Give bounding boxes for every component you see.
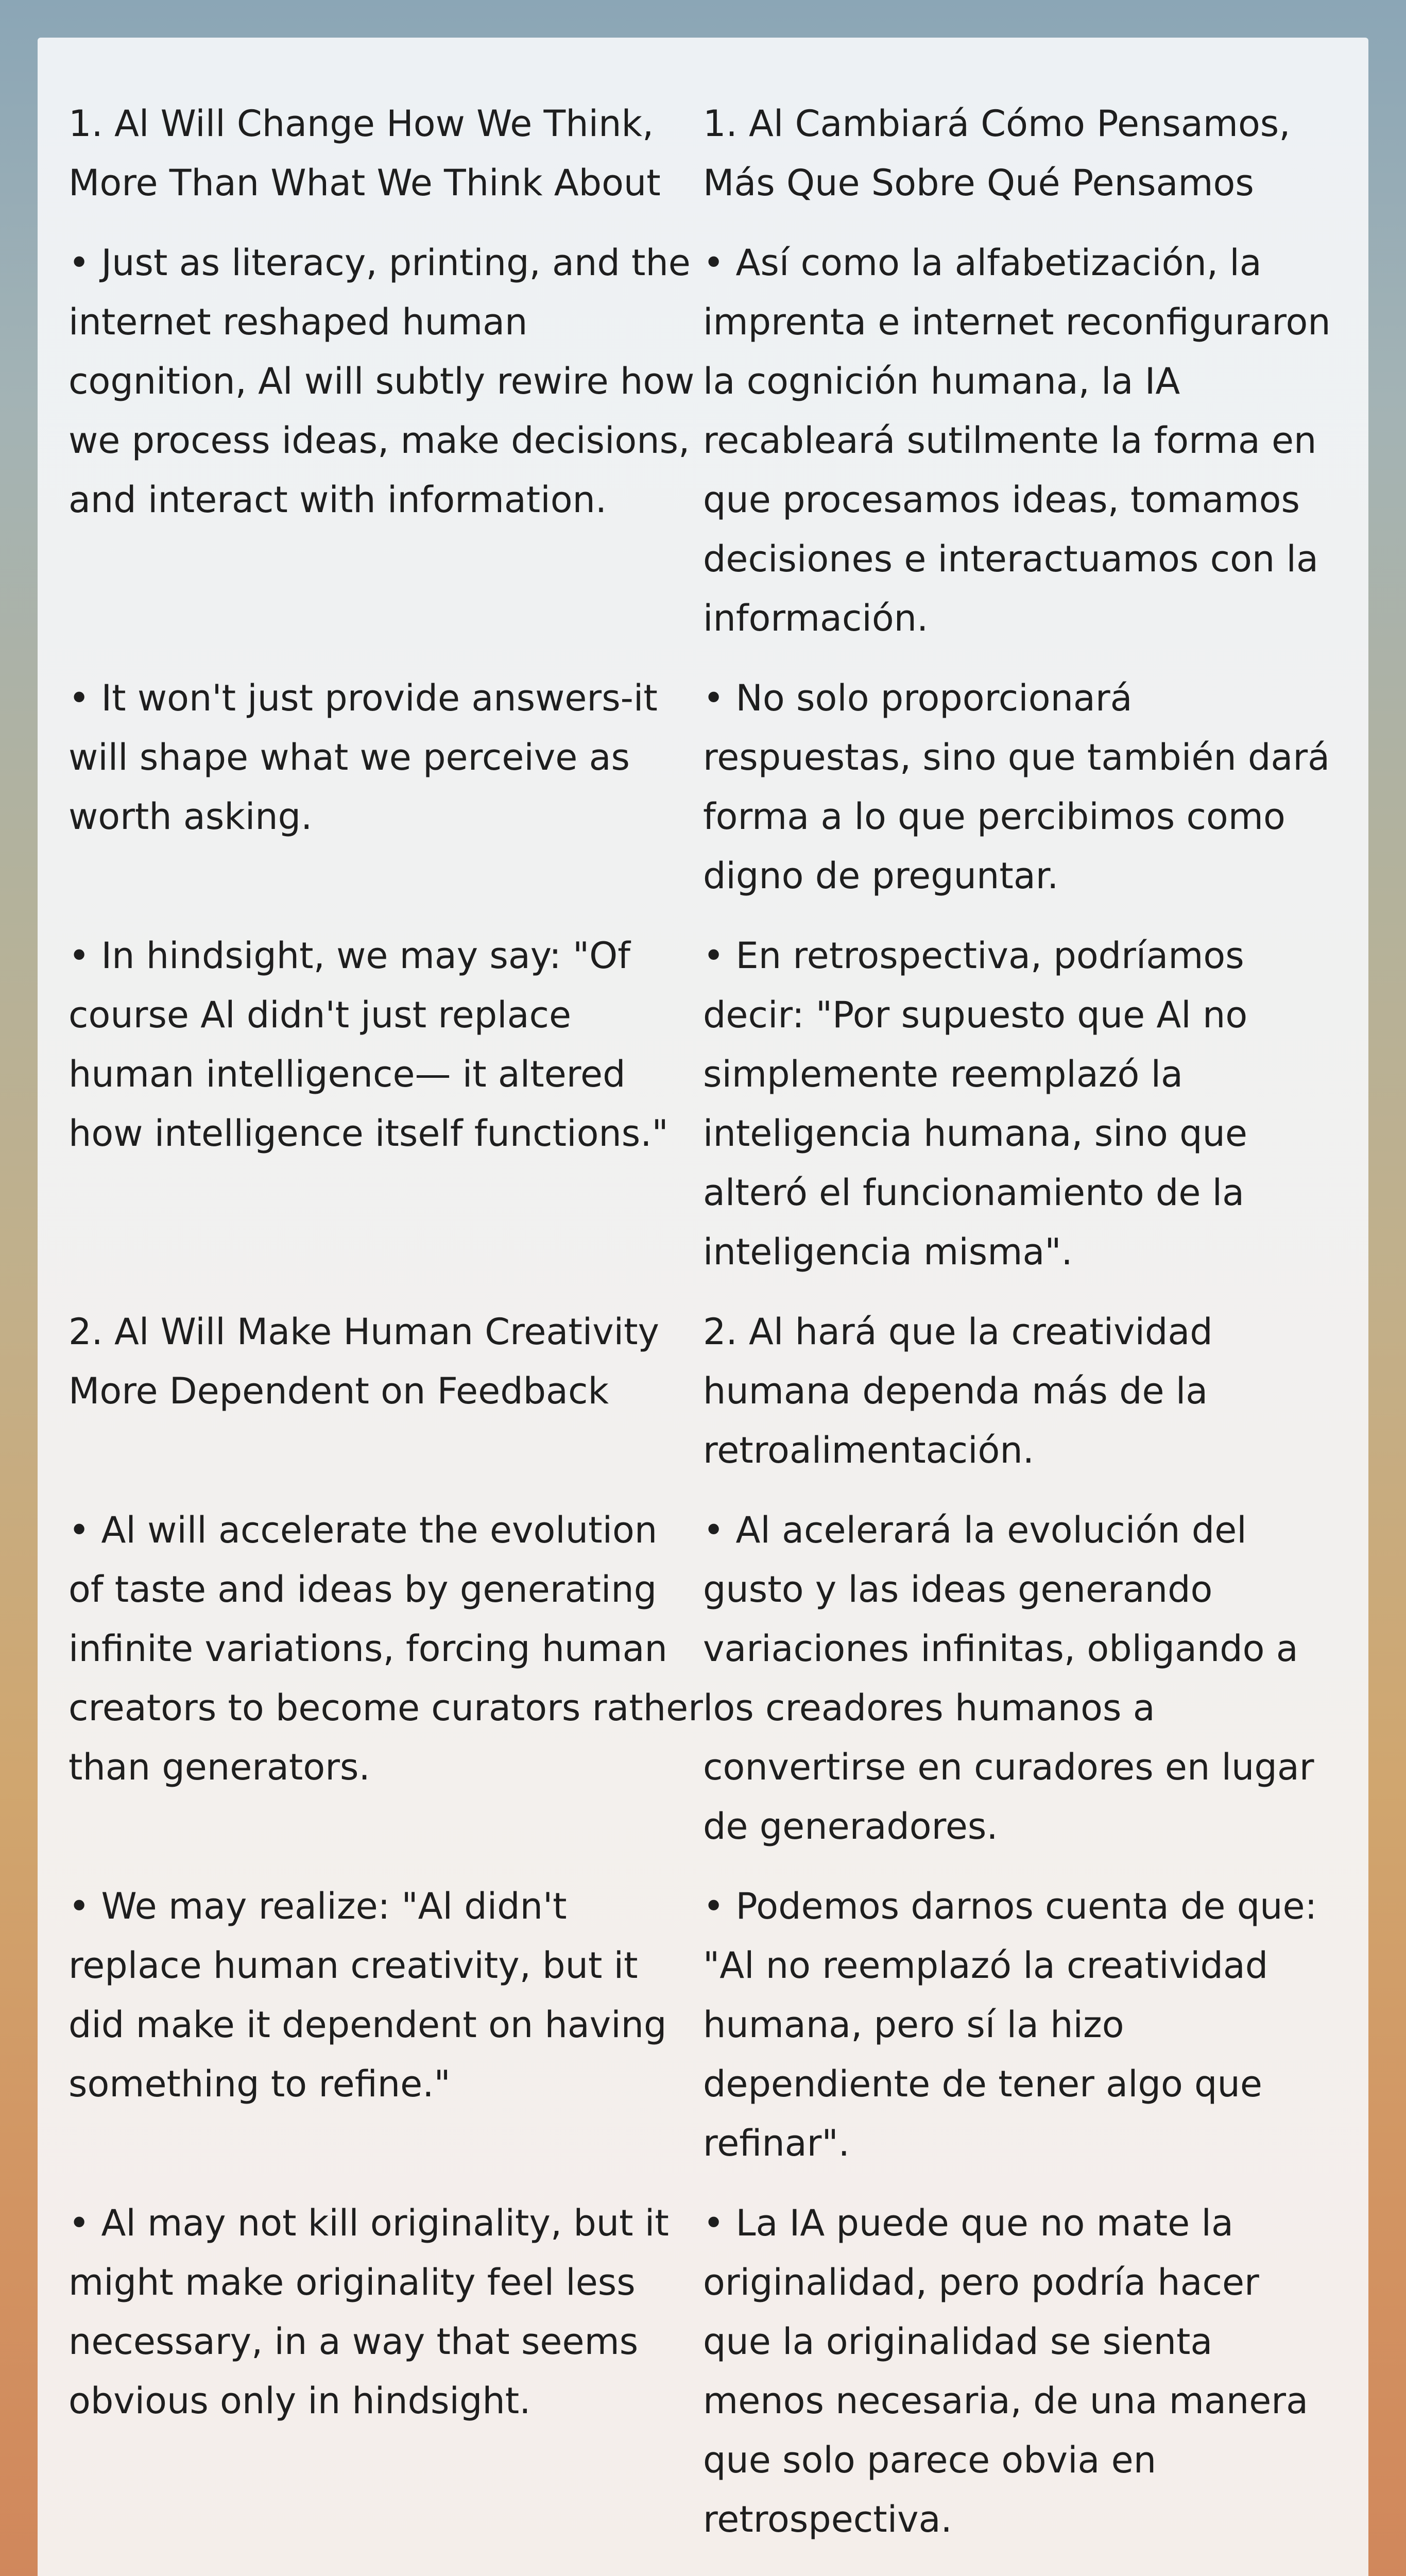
- text-row-5: [68, 1302, 1338, 1480]
- spanish-paragraph: • En retrospectiva, podríamos decir: "Por supuesto que Al no simplemente reemplazó la inteligencia humana, sino que alteró el funcionamiento de la inteligencia misma".: [703, 935, 1248, 1273]
- spanish-paragraph: • Así como la alfabetización, la imprenta e internet reconfiguraron la cognición humana, la IA recableará sutilmente la forma en que procesamos ideas, tomamos decisiones e interactuamos con la información.: [703, 242, 1331, 639]
- spanish-paragraph: • Podemos darnos cuenta de que: "Al no reemplazó la creatividad humana, pero sí la hizo dependiente de tener algo que refinar".: [703, 1885, 1317, 2164]
- english-paragraph: • It won't just provide answers-it will shape what we perceive as worth asking.: [68, 677, 658, 838]
- spanish-paragraph: • Al acelerará la evolución del gusto y las ideas generando variaciones infinitas, obligando a los creadores humanos a convertirse en curadores en lugar de generadores.: [703, 1509, 1314, 1848]
- text-row-1: [68, 94, 1338, 213]
- spanish-paragraph: • No solo proporcionará respuestas, sino que también dará forma a lo que percibimos como digno de preguntar.: [703, 677, 1330, 897]
- english-paragraph: • Al may not kill originality, but it might make originality feel less necessary, in a way that seems obvious only in hindsight.: [68, 2202, 669, 2422]
- spanish-heading-2: 2. Al hará que la creatividad humana dependa más de la retroalimentación.: [703, 1311, 1213, 1471]
- english-paragraph: • We may realize: "Al didn't replace human creativity, but it did make it dependent on having something to refine.": [68, 1885, 667, 2105]
- content-panel: [38, 38, 1368, 2576]
- english-heading-1: 1. Al Will Change How We Think, More Than What We Think About: [68, 103, 661, 204]
- text-row-2: [68, 233, 1338, 648]
- text-row-6: [68, 1501, 1338, 1856]
- spanish-paragraph: • La IA puede que no mate la originalidad, pero podría hacer que la originalidad se sienta menos necesaria, de una manera que solo parece obvia en retrospectiva.: [703, 2202, 1308, 2540]
- english-paragraph: • In hindsight, we may say: "Of course Al didn't just replace human intelligence— it altered how intelligence itself functions.": [68, 935, 668, 1155]
- english-paragraph: • Al will accelerate the evolution of taste and ideas by generating infinite variations, forcing human creators to become curators rather than generators.: [68, 1509, 703, 1788]
- text-row-4: [68, 926, 1338, 1282]
- text-row-7: [68, 1877, 1338, 2173]
- english-paragraph: • Just as literacy, printing, and the internet reshaped human cognition, Al will subtly rewire how we process ideas, make decisions, and interact with information.: [68, 242, 695, 521]
- text-row-3: [68, 669, 1338, 906]
- english-heading-2: 2. Al Will Make Human Creativity More Dependent on Feedback: [68, 1311, 659, 1412]
- text-row-8: [68, 2194, 1338, 2549]
- spanish-heading-1: 1. Al Cambiará Cómo Pensamos, Más Que Sobre Qué Pensamos: [703, 103, 1291, 204]
